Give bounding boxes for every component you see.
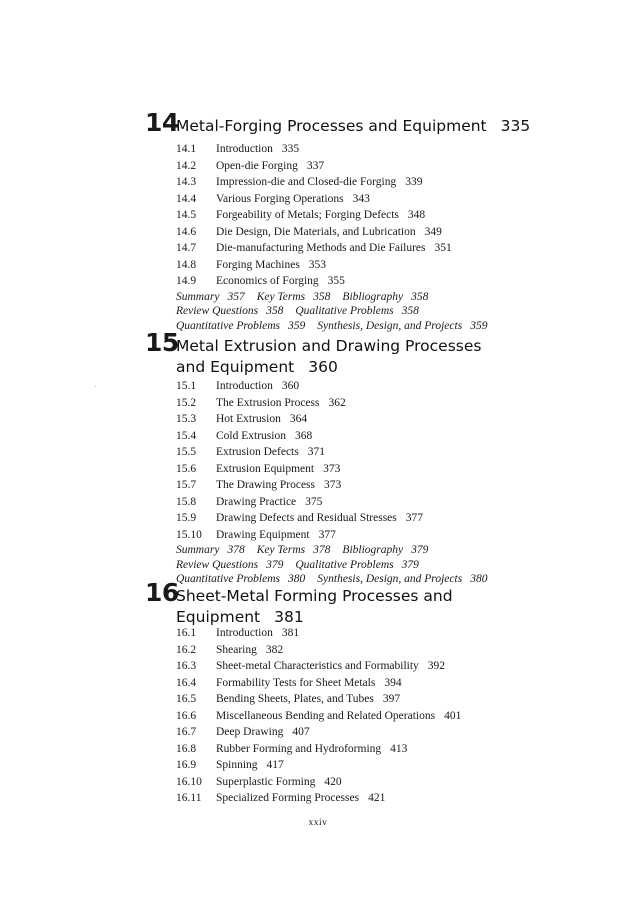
section-page: 394 — [384, 676, 402, 689]
section-title: Forgeability of Metals; Forging Defects — [216, 209, 399, 221]
section-page: 355 — [327, 275, 345, 287]
toc-entry[interactable] — [176, 141, 499, 158]
section-title: Introduction — [216, 627, 273, 639]
toc-entry[interactable] — [176, 461, 499, 478]
section-number: 15.2 — [176, 396, 197, 409]
section-title: Superplastic Forming — [216, 775, 316, 788]
synthesis-link[interactable]: Synthesis, Design, and Projects — [317, 319, 463, 332]
section-page: 407 — [292, 726, 310, 738]
page-folio: xxiv — [308, 818, 328, 828]
section-number: 16.10 — [176, 775, 202, 788]
synthesis-page: 359 — [470, 319, 488, 332]
section-page: 371 — [307, 446, 325, 458]
section-page: 351 — [434, 242, 452, 254]
section-number: 15.3 — [176, 413, 197, 425]
bibliography-page: 379 — [411, 544, 429, 556]
quantitative-problems-link[interactable]: Quantitative Problems — [176, 573, 281, 585]
section-number: 14.1 — [176, 143, 197, 155]
section-page: 401 — [444, 709, 462, 722]
summary-page: 357 — [227, 290, 245, 303]
section-number: 16.8 — [176, 742, 197, 755]
section-page: 368 — [294, 429, 313, 442]
toc-entry[interactable] — [176, 395, 499, 412]
section-title: Die-manufacturing Methods and Die Failures — [216, 242, 426, 254]
section-title: Open-die Forging — [216, 159, 298, 172]
section-number: 14.9 — [176, 275, 197, 287]
end-matter-line-2 — [176, 558, 499, 573]
section-title: Sheet-metal Characteristics and Formability — [216, 660, 419, 672]
bibliography-page: 358 — [411, 290, 429, 303]
section-number: 15.9 — [176, 512, 197, 524]
quantitative-problems-page: 380 — [288, 573, 306, 585]
section-number: 16.5 — [176, 693, 197, 705]
section-page: 373 — [324, 479, 342, 491]
qualitative-problems-page: 358 — [401, 305, 419, 317]
section-number: 14.3 — [176, 176, 197, 188]
section-page: 397 — [382, 693, 401, 705]
section-title: Bending Sheets, Plates, and Tubes — [216, 693, 374, 705]
section-number: 16.7 — [176, 726, 197, 738]
section-number: 15.8 — [176, 495, 197, 508]
section-number: 15.4 — [176, 429, 197, 442]
section-number: 16.3 — [176, 660, 197, 672]
section-title: Cold Extrusion — [216, 429, 286, 442]
section-number: 16.1 — [176, 627, 197, 639]
toc-entry[interactable] — [176, 411, 499, 428]
section-number: 15.7 — [176, 479, 197, 491]
section-page: 343 — [352, 192, 370, 205]
toc-entry[interactable] — [176, 257, 499, 274]
chapter-heading — [0, 328, 636, 376]
section-title: Shearing — [216, 643, 257, 656]
section-number: 14.5 — [176, 209, 197, 221]
chapter-number: 16 — [145, 578, 179, 607]
section-title: Deep Drawing — [216, 726, 284, 738]
summary-link[interactable]: Summary — [176, 290, 220, 303]
toc-entry[interactable] — [176, 510, 499, 527]
section-title: Introduction — [216, 143, 273, 155]
chapter-page: 381 — [274, 608, 304, 626]
section-page: 381 — [281, 627, 300, 639]
toc-entry[interactable] — [176, 273, 499, 290]
review-questions-page: 358 — [266, 305, 284, 317]
section-page: 373 — [323, 462, 341, 475]
toc-entry[interactable] — [176, 444, 499, 461]
chapter-title-line-2: and Equipment — [176, 358, 295, 376]
chapter-title-line-1: Metal Extrusion and Drawing Processes — [176, 337, 482, 355]
section-title: Various Forging Operations — [216, 192, 344, 205]
review-questions-link[interactable]: Review Questions — [176, 558, 259, 571]
section-number: 16.6 — [176, 709, 197, 722]
section-page: 377 — [405, 512, 424, 524]
section-page: 392 — [427, 660, 446, 672]
section-page: 353 — [308, 258, 327, 271]
section-page: 362 — [328, 396, 346, 409]
toc-entry[interactable] — [176, 174, 499, 191]
chapter-title-line-1: Sheet-Metal Forming Processes and — [176, 587, 453, 605]
chapter-title-line-2: Equipment — [176, 608, 261, 626]
chapter-title-text: Metal-Forging Processes and Equipment — [176, 117, 487, 135]
key-terms-page: 358 — [313, 290, 331, 303]
chapter-title[interactable] — [176, 116, 530, 137]
key-terms-link[interactable]: Key Terms — [256, 544, 306, 556]
review-questions-link[interactable]: Review Questions — [176, 305, 259, 317]
section-title: The Extrusion Process — [216, 396, 320, 409]
toc-entry[interactable] — [176, 428, 499, 445]
section-title: Drawing Equipment — [216, 528, 310, 541]
section-title: Spinning — [216, 759, 258, 771]
key-terms-link[interactable]: Key Terms — [256, 290, 306, 303]
section-page: 349 — [424, 225, 442, 238]
section-page: 360 — [281, 380, 300, 392]
qualitative-problems-link[interactable]: Qualitative Problems — [295, 558, 394, 571]
section-title: Impression-die and Closed-die Forging — [216, 176, 397, 188]
section-title: Forging Machines — [216, 258, 300, 271]
chapter-title[interactable] — [176, 586, 453, 628]
end-matter-line-1 — [176, 543, 499, 558]
chapter-number: 15 — [145, 328, 179, 357]
section-page: 417 — [266, 759, 284, 771]
section-number: 14.2 — [176, 159, 197, 172]
toc-entry[interactable] — [176, 477, 499, 494]
section-page: 339 — [405, 176, 423, 188]
section-number: 16.11 — [176, 792, 202, 804]
section-page: 413 — [390, 742, 408, 755]
section-title: Extrusion Defects — [216, 446, 299, 458]
section-number: 15.10 — [176, 528, 202, 541]
chapter-heading — [0, 110, 636, 140]
toc-entry[interactable] — [176, 378, 499, 395]
chapter-page: 360 — [308, 358, 338, 376]
section-number: 15.6 — [176, 462, 197, 475]
chapter-number: 14 — [145, 108, 179, 137]
chapter-title[interactable] — [176, 336, 481, 378]
section-list — [176, 378, 499, 587]
section-page: 377 — [318, 528, 336, 541]
scan-speck — [95, 386, 96, 387]
section-title: Die Design, Die Materials, and Lubrication — [216, 225, 416, 238]
end-matter-line-1 — [176, 290, 499, 305]
section-number: 14.8 — [176, 258, 197, 271]
section-title: Extrusion Equipment — [216, 462, 315, 475]
toc-entry[interactable] — [176, 527, 499, 544]
section-title: Economics of Forging — [216, 275, 319, 287]
synthesis-page: 380 — [470, 573, 488, 585]
section-title: Hot Extrusion — [216, 413, 281, 425]
section-title: Miscellaneous Bending and Related Operations — [216, 709, 436, 722]
section-page: 375 — [305, 495, 323, 508]
toc-entry[interactable] — [176, 191, 499, 208]
section-page: 335 — [281, 143, 300, 155]
section-number: 15.5 — [176, 446, 197, 458]
toc-entry[interactable] — [176, 494, 499, 511]
section-number: 15.1 — [176, 380, 197, 392]
chapter-14 — [0, 108, 636, 332]
section-number: 14.6 — [176, 225, 197, 238]
key-terms-page: 378 — [313, 544, 331, 556]
section-number: 16.4 — [176, 676, 197, 689]
section-page: 420 — [324, 775, 342, 788]
section-page: 337 — [306, 159, 325, 172]
section-title: Rubber Forming and Hydroforming — [216, 742, 382, 755]
toc-entry[interactable] — [176, 224, 499, 241]
quantitative-problems-link[interactable]: Quantitative Problems — [176, 319, 281, 332]
section-number: 16.9 — [176, 759, 197, 771]
section-title: Drawing Practice — [216, 495, 297, 508]
summary-page: 378 — [227, 544, 245, 556]
section-title: Formability Tests for Sheet Metals — [216, 676, 376, 689]
qualitative-problems-page: 379 — [401, 558, 419, 571]
section-list — [176, 141, 499, 333]
qualitative-problems-link[interactable]: Qualitative Problems — [295, 305, 394, 317]
toc-entry[interactable] — [176, 240, 499, 257]
section-number: 14.7 — [176, 242, 197, 254]
section-title: Drawing Defects and Residual Stresses — [216, 512, 397, 524]
toc-entry[interactable] — [176, 158, 499, 175]
section-number: 14.4 — [176, 192, 197, 205]
section-page: 348 — [407, 209, 426, 221]
section-page: 364 — [289, 413, 308, 425]
review-questions-page: 379 — [266, 558, 284, 571]
bibliography-link[interactable]: Bibliography — [342, 290, 404, 303]
section-number: 16.2 — [176, 643, 197, 656]
end-matter-line-2 — [176, 304, 499, 319]
section-page: 421 — [368, 792, 386, 804]
summary-link[interactable]: Summary — [176, 544, 220, 556]
section-title: Specialized Forming Processes — [216, 792, 360, 804]
synthesis-link[interactable]: Synthesis, Design, and Projects — [317, 573, 463, 585]
section-title: The Drawing Process — [216, 479, 316, 491]
bibliography-link[interactable]: Bibliography — [342, 544, 404, 556]
chapter-15 — [0, 328, 636, 585]
chapter-page: 335 — [500, 117, 531, 135]
quantitative-problems-page: 359 — [288, 319, 306, 332]
toc-entry[interactable] — [176, 207, 499, 224]
section-page: 382 — [265, 643, 284, 656]
section-title: Introduction — [216, 380, 273, 392]
